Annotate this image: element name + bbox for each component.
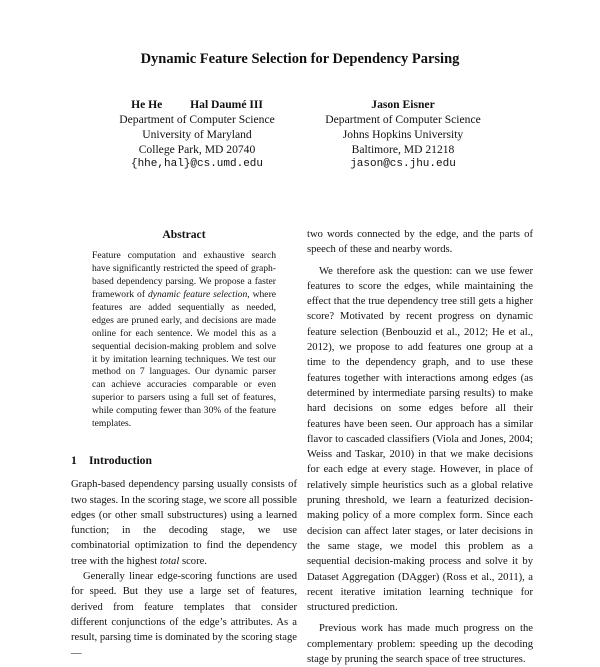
author-name: He He [131, 98, 163, 111]
paragraph-4: Previous work has made much progress on the complementary problem: speeding up the decoding stage by pruning the search space of tree structures. [307, 623, 533, 666]
right-column [307, 227, 533, 667]
author-university: Johns Hopkins University [342, 128, 464, 141]
paragraph-continued: two words connected by the edge, and the parts of speech of these and nearby words. [307, 229, 533, 256]
author-email: {hhe,hal}@cs.umd.edu [130, 158, 264, 170]
author-city: Baltimore, MD 21218 [351, 143, 455, 156]
left-column [71, 227, 297, 661]
author-block-right [283, 97, 523, 172]
intro-paragraph-1: Graph-based dependency parsing usually consists of two stages. In the scoring stage, we score all possible edges (or other small substructures) using a learned function; in the decoding stage, we use combinatorial optimization to find the dependency tree with the highest total score. [71, 479, 297, 567]
author-department: Department of Computer Science [119, 113, 275, 126]
author-names-left [77, 97, 317, 112]
section-number: 1 [71, 453, 77, 467]
author-department: Department of Computer Science [325, 113, 481, 126]
section-title: Introduction [89, 453, 152, 467]
abstract-text: Feature computation and exhaustive search have significantly restricted the speed of graph-based dependency parsing. We propose a faster framework of dynamic feature selection, where features are added sequentially as needed, edges are pruned early, and decisions are made online for each sentence. We model this as a sequential decision-making problem and solve it by imitation learning techniques. We test our method on 7 languages. Our dynamic parser can achieve accuracies comparable or even superior to parsers using a full set of features, while computing fewer than 30% of the feature templates. [92, 250, 277, 430]
author-block-left [77, 97, 317, 172]
author-name: Hal Daumé III [190, 98, 263, 111]
intro-paragraph-2: Generally linear edge-scoring functions are used for speed. But they use a large set of features, derived from feature templates that consider different conjunctions of the edge’s attributes. As a result, parsing time is dominated by the scoring stage— [71, 571, 297, 659]
paragraph-3: We therefore ask the question: can we use fewer features to score the edges, while maintaining the effect that the true dependency tree still gets a higher score? Motivated by recent progress on dynamic feature selection (Benbouzid et al., 2012; He et al., 2012), we propose to add features one group at a time to the dependency graph, and to use these features together with interactions among edges (as determined by intermediate parsing results) to make hard decisions on some edges before all their features have been seen. Our approach has a similar flavor to cascaded classifiers (Viola and Jones, 2004; Weiss and Taskar, 2010) in that we make decisions for each edge at every stage. However, in place of relatively simple heuristics such as a global relative pruning threshold, we learn a featurized decision-making policy of a more complex form. Since each decision can affect later stages, or later decisions in the same stage, we model this problem as a sequential decision-making process and solve it by Dataset Aggregation (DAgger) (Ross et al., 2011), a recent iterative imitation learning technique for structured prediction. [307, 265, 533, 614]
author-name: Jason Eisner [371, 98, 435, 111]
author-city: College Park, MD 20740 [138, 143, 256, 156]
author-email: jason@cs.jhu.edu [350, 158, 456, 170]
paper-title: Dynamic Feature Selection for Dependency Parsing [140, 51, 460, 67]
author-university: University of Maryland [142, 128, 252, 141]
abstract-heading: Abstract [162, 228, 206, 241]
section-heading-introduction [71, 453, 297, 468]
